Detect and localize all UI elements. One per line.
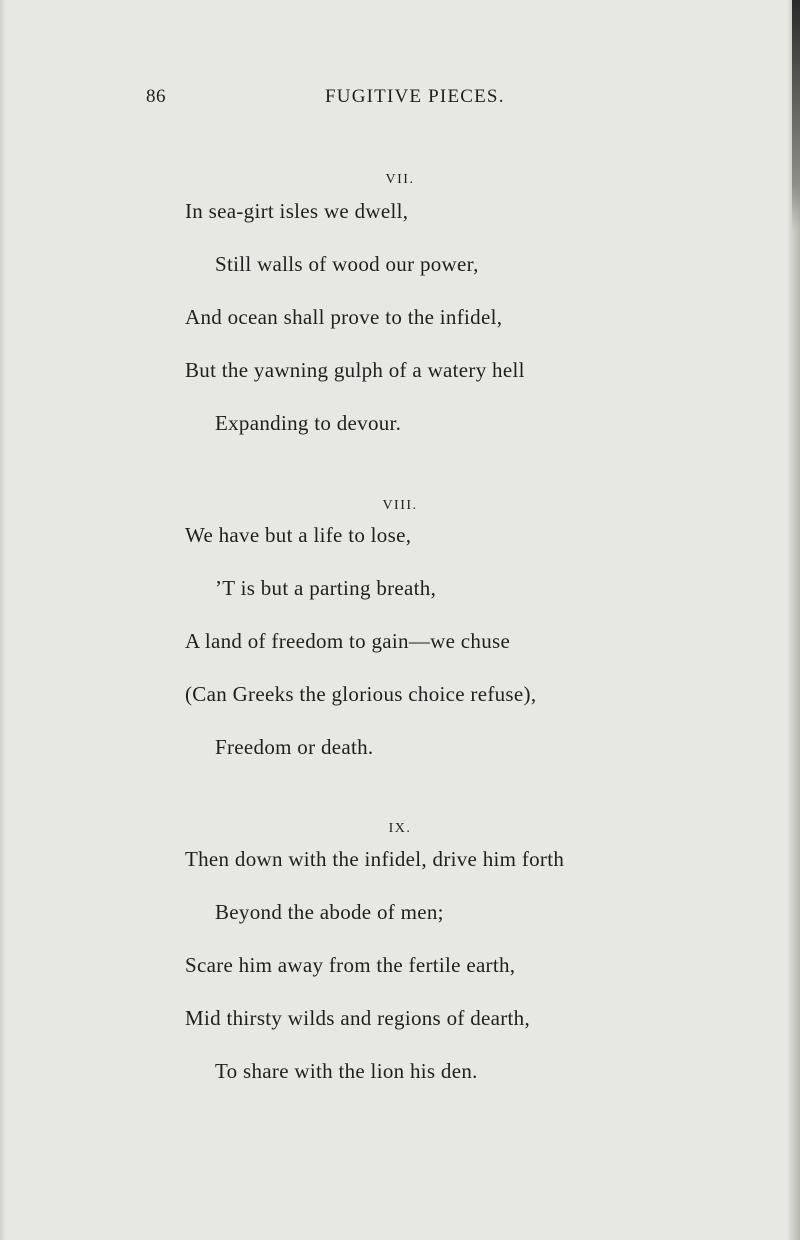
verse-line: A land of freedom to gain—we chuse (185, 629, 511, 653)
verse-line: We have but a life to lose, (185, 523, 412, 547)
verse-line: Expanding to devour. (215, 411, 402, 435)
verse-line: But the yawning gulph of a watery hell (185, 358, 525, 382)
stanza-number-viii: VIII. (382, 498, 418, 513)
verse-line: Mid thirsty wilds and regions of dearth, (185, 1006, 531, 1030)
verse-line: Freedom or death. (215, 735, 374, 759)
verse-line: Scare him away from the fertile earth, (185, 953, 516, 977)
stanza-number-vii: VII. (385, 172, 415, 187)
verse-line: (Can Greeks the glorious choice refuse), (185, 682, 537, 706)
page-number: 86 (146, 86, 166, 107)
verse-line: To share with the lion his den. (215, 1059, 478, 1083)
verse-line: Beyond the abode of men; (215, 900, 444, 924)
verse-line: ’T is but a parting breath, (215, 576, 437, 600)
running-title: FUGITIVE PIECES. (325, 86, 505, 107)
running-head (0, 86, 800, 116)
verse-line: And ocean shall prove to the infidel, (185, 305, 503, 329)
verse-line: In sea-girt isles we dwell, (185, 199, 409, 223)
verse-line: Still walls of wood our power, (215, 252, 479, 276)
verse-line: Then down with the infidel, drive him forth (185, 847, 565, 871)
stanza-number-ix: IX. (388, 821, 412, 836)
